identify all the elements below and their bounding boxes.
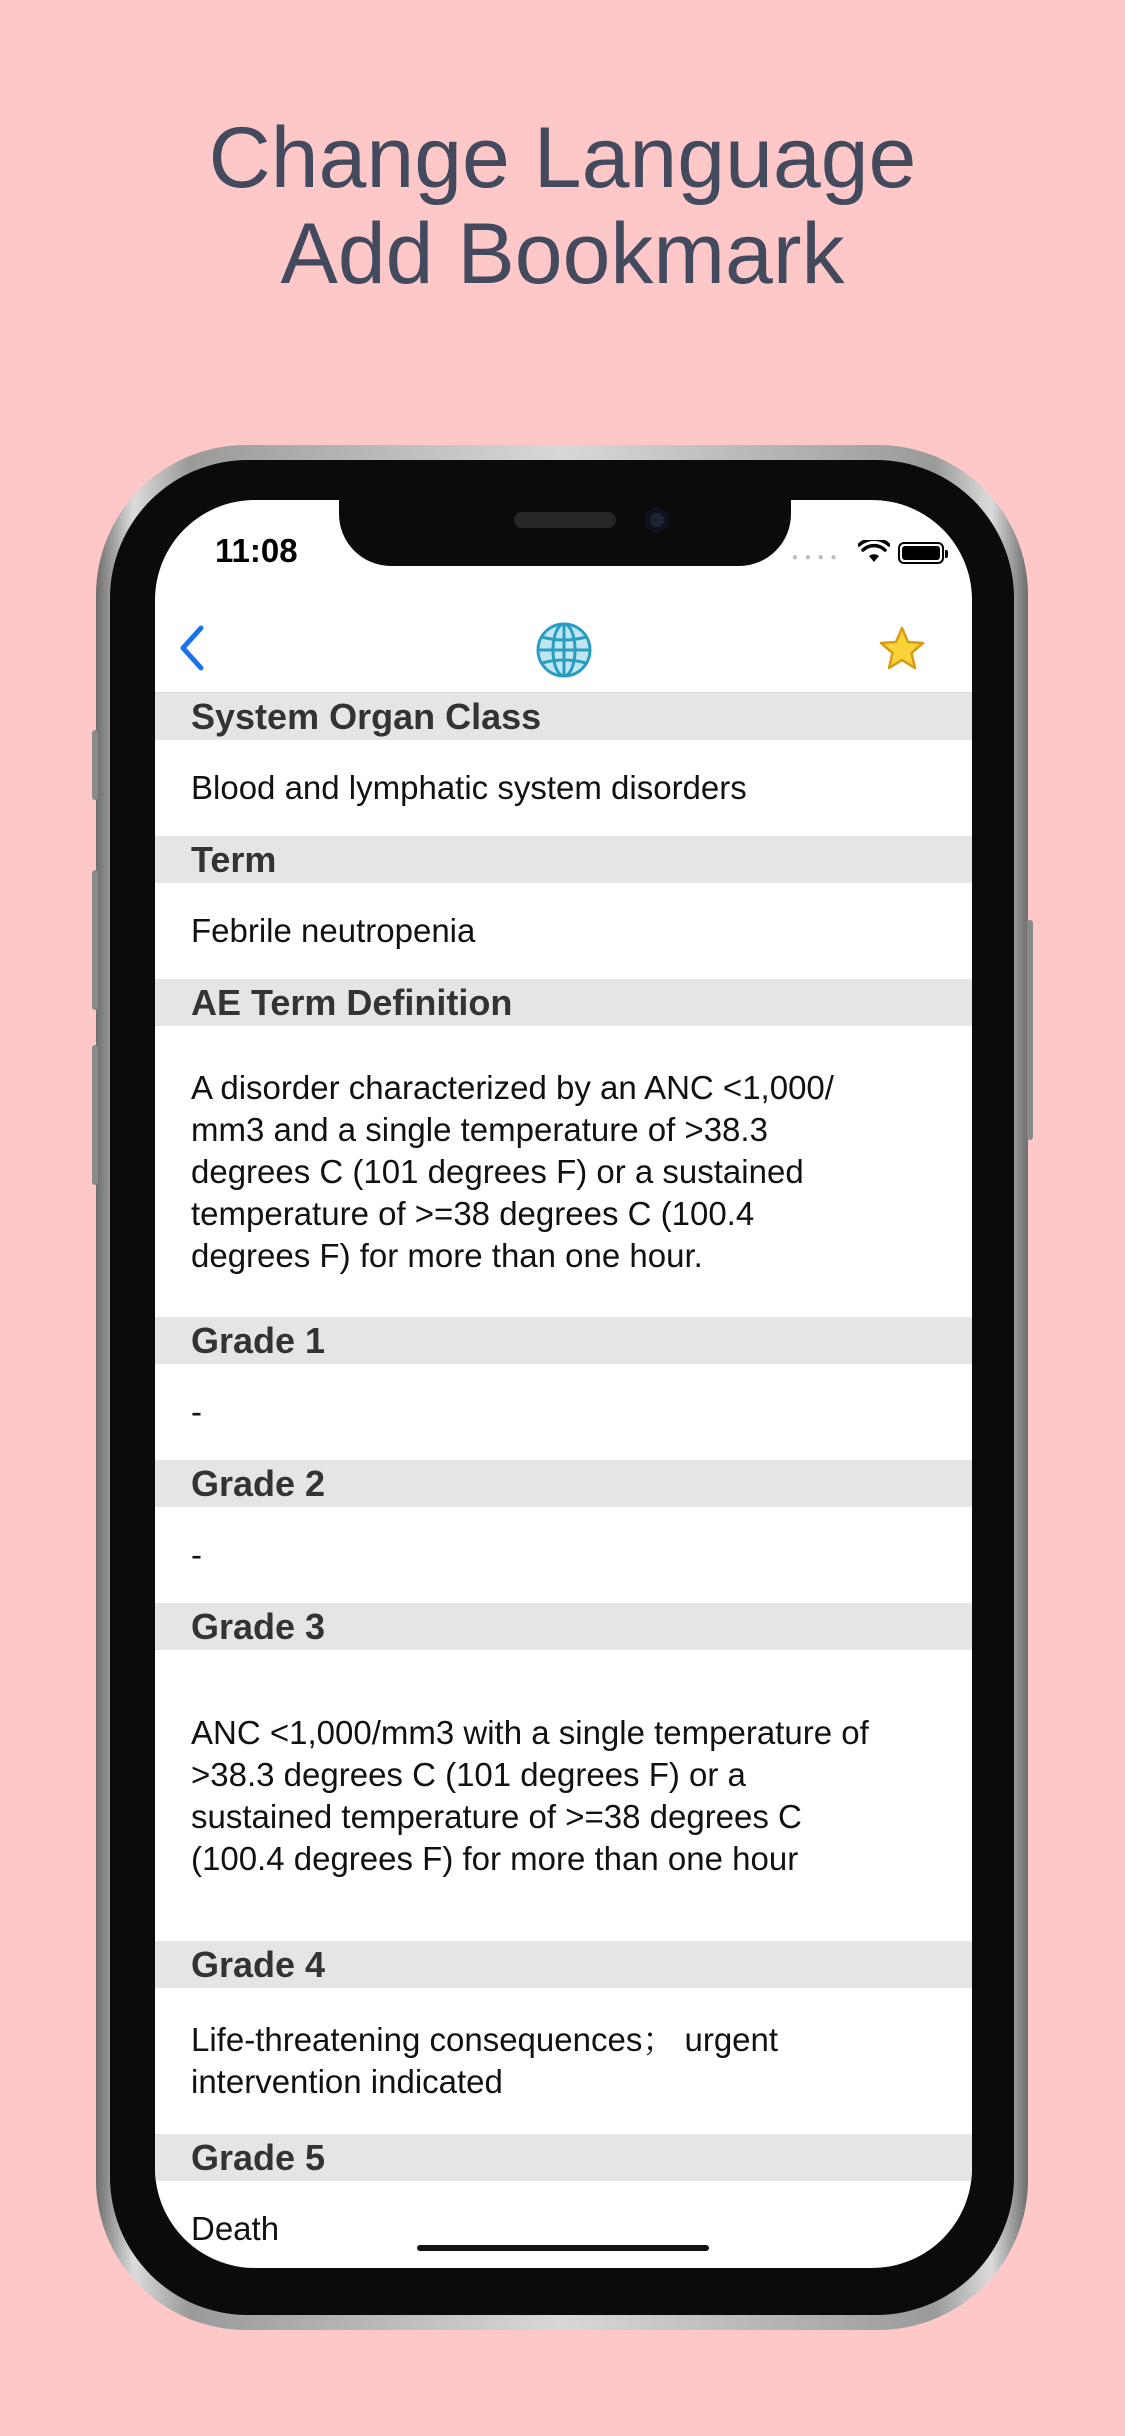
promo-headline: [0, 110, 1125, 302]
wifi-icon: [858, 540, 890, 564]
section-header-grade-3: Grade 3: [155, 1603, 972, 1650]
section-body-system-organ-class: Blood and lymphatic system disorders: [191, 769, 747, 806]
section-body-grade-3: ANC <1,000/mm3 with a single temperature of >38.3 degrees C (101 degrees F) or a sustained temperature of >=38 degrees C (100.4 degrees F) for more than one hour: [191, 1713, 869, 1877]
status-time: 11:08: [215, 532, 298, 569]
section-body-grade-4: Life-threatening consequences； urgent intervention indicated: [191, 2021, 779, 2100]
section-header-grade-2: Grade 2: [155, 1460, 972, 1507]
front-camera: [645, 508, 669, 532]
notch: [339, 500, 791, 566]
section-header-grade-4: Grade 4: [155, 1941, 972, 1988]
battery-icon: [898, 542, 944, 564]
section-header-system-organ-class: System Organ Class: [155, 693, 972, 740]
section-header-grade-1: Grade 1: [155, 1317, 972, 1364]
section-body-grade-1: -: [191, 1393, 202, 1430]
section-body-term: Febrile neutropenia: [191, 912, 476, 949]
section-body-ae-term-definition: A disorder characterized by an ANC <1,000/ mm3 and a single temperature of >38.3 degrees C (101 degrees F) or a sustained temperature of >=38 degrees C (100.4 degrees F) for more than one hour.: [191, 1068, 834, 1274]
back-chevron-icon[interactable]: [173, 623, 213, 673]
promo-line-2: Add Bookmark: [280, 206, 845, 302]
section-body-grade-5: Death: [191, 2210, 280, 2247]
power-button: [1027, 920, 1033, 1140]
promo-line-1: Change Language: [208, 110, 917, 206]
term-detail-list: [155, 693, 972, 2268]
section-header-grade-5: Grade 5: [155, 2134, 972, 2181]
mute-switch: [92, 730, 98, 800]
bookmark-star-icon[interactable]: [877, 625, 927, 673]
section-header-ae-term-definition: AE Term Definition: [155, 979, 972, 1026]
home-indicator[interactable]: [417, 2245, 709, 2251]
section-body-grade-2: -: [191, 1536, 202, 1573]
navigation-bar: [155, 605, 972, 693]
speaker-grille: [514, 512, 616, 528]
globe-icon[interactable]: [535, 621, 593, 679]
section-header-term: Term: [155, 836, 972, 883]
phone-screen: [155, 500, 972, 2268]
signal-icon: ● ● ● ●: [792, 552, 839, 563]
volume-down-button: [92, 1045, 98, 1185]
volume-up-button: [92, 870, 98, 1010]
